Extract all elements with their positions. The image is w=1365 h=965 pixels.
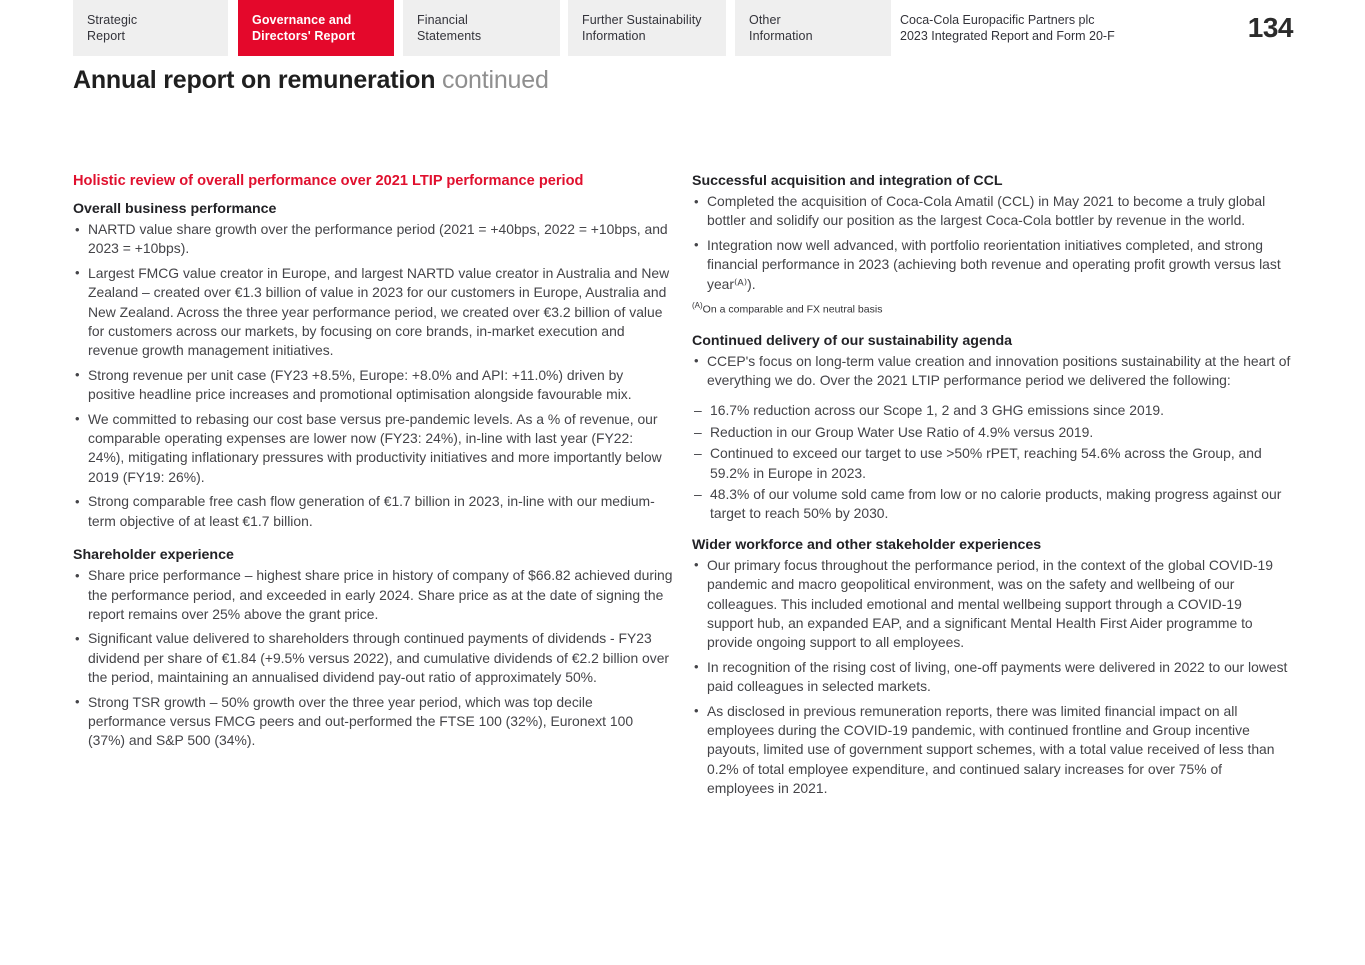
tab-label-line1: Governance and xyxy=(252,13,352,27)
bullet-list xyxy=(692,192,1292,294)
document-identifier xyxy=(900,0,1115,56)
spacer xyxy=(692,526,1292,536)
report-name: 2023 Integrated Report and Form 20-F xyxy=(900,29,1115,43)
list-item: • Strong comparable free cash flow generation of €1.7 billion in 2023, in-line with our medium-term objective of at least €1.7 billion. xyxy=(73,492,673,531)
tab-label-line1: Other xyxy=(749,13,781,27)
section-heading: Continued delivery of our sustainability agenda xyxy=(692,332,1013,349)
section-tab-bar xyxy=(0,0,1365,56)
tab-label-line2: Information xyxy=(749,29,813,43)
left-column xyxy=(73,172,673,756)
tab-financial-statements[interactable] xyxy=(403,0,560,56)
list-item: • Strong revenue per unit case (FY23 +8.5%, Europe: +8.0% and API: +11.0%) driven by positive headline price increases and promotional optimisation alongside favourable mix. xyxy=(73,366,673,405)
right-column xyxy=(692,172,1292,804)
section-heading: Overall business performance xyxy=(73,201,277,217)
bullet-list xyxy=(73,566,673,751)
sub-list-wrapper xyxy=(692,401,1292,523)
bullet-list xyxy=(692,556,1292,799)
list-item: • In recognition of the rising cost of living, one-off payments were delivered in 2022 to our lowest paid colleagues in selected markets. xyxy=(692,658,1292,697)
dash-list xyxy=(692,401,1292,523)
list-item: • Significant value delivered to shareholders through continued payments of dividends - FY23 dividend per share of €1.84 (+9.5% versus 2022), and cumulative dividends of €2.2 billion over the period, maintaining an annualised dividend pay-out ratio of approximately 50%. xyxy=(73,629,673,687)
list-item: • As disclosed in previous remuneration reports, there was limited financial impact on all employees during the COVID-19 pandemic, with continued frontline and Group incentive payouts, limited use of government support schemes, with a total value received of less than 0.2% of total employee expenditure, and continued salary increases for over 75% of employees in 2021. xyxy=(692,702,1292,799)
page-title-continued: continued xyxy=(442,66,549,94)
list-item: – 48.3% of our volume sold came from low or no calorie products, making progress against our target to reach 50% by 2030. xyxy=(692,485,1292,524)
page-title xyxy=(73,64,549,96)
tab-label-line1: Strategic xyxy=(87,13,138,27)
footnote-marker: (A) xyxy=(692,301,703,311)
list-item: • Share price performance – highest share price in history of company of $66.82 achieved during the performance period, and exceeded in early 2024. Share price as at the date of signing the report remains over 25% above the grant price. xyxy=(73,566,673,624)
list-item: • Largest FMCG value creator in Europe, and largest NARTD value creator in Australia and New Zealand – created over €1.3 billion of value in 2023 for our customers in Europe, Australia and New Zealand. Across the three year performance period, we created over €3.2 billion of value for customers across our markets, by focusing on core brands, in-market execution and revenue growth management initiatives. xyxy=(73,264,673,361)
list-item: – 16.7% reduction across our Scope 1, 2 and 3 GHG emissions since 2019. xyxy=(692,401,1292,420)
list-item: – Reduction in our Group Water Use Ratio of 4.9% versus 2019. xyxy=(692,423,1292,442)
tab-label-line1: Further Sustainability xyxy=(582,13,702,27)
sustainability-agenda-section xyxy=(692,332,1292,524)
list-item: • Our primary focus throughout the performance period, in the context of the global COVID-19 pandemic and macro geopolitical environment, was on the safety and wellbeing of our colleagues. This included emotional and mental wellbeing support through a COVID-19 support hub, an expanded EAP, and a significant Mental Health First Aider programme to provide ongoing support to all employees. xyxy=(692,556,1292,653)
shareholder-experience-section xyxy=(73,546,673,751)
list-item: • CCEP's focus on long-term value creation and innovation positions sustainability at the heart of everything we do. Over the 2021 LTIP performance period we delivered the following: xyxy=(692,352,1292,391)
overall-business-performance-section xyxy=(73,200,673,531)
tab-label-line2: Directors' Report xyxy=(252,29,356,43)
ccl-acquisition-section xyxy=(692,172,1292,317)
list-item: – Continued to exceed our target to use >50% rPET, reaching 54.6% across the Group, and 59.2% in Europe in 2023. xyxy=(692,444,1292,483)
footnote-text: On a comparable and FX neutral basis xyxy=(702,303,883,316)
tab-label-line2: Statements xyxy=(417,29,482,43)
list-item: • We committed to rebasing our cost base versus pre-pandemic levels. As a % of revenue, our comparable operating expenses are lower now (FY23: 24%), in-line with last year (FY22: 24%), mitigating inflationary pressures with productivity initiatives and more importantly below 2019 (FY19: 26%). xyxy=(73,410,673,488)
spacer xyxy=(73,536,673,546)
bullet-list xyxy=(73,220,673,531)
company-name: Coca-Cola Europacific Partners plc xyxy=(900,13,1095,27)
tab-label-line1: Financial xyxy=(417,13,468,27)
tab-strategic-report[interactable] xyxy=(73,0,228,56)
section-heading: Wider workforce and other stakeholder experiences xyxy=(692,536,1042,553)
tab-label-line2: Information xyxy=(582,29,646,43)
list-item: • Completed the acquisition of Coca-Cola Amatil (CCL) in May 2021 to become a truly global bottler and solidify our position as the largest Coca-Cola bottler by revenue in the world. xyxy=(692,192,1292,231)
tab-label-line2: Report xyxy=(87,29,126,43)
tab-further-sustainability-information[interactable] xyxy=(568,0,726,56)
page-title-main: Annual report on remuneration xyxy=(73,66,436,94)
list-item: • Integration now well advanced, with portfolio reorientation initiatives completed, and strong financial performance in 2023 (achieving both revenue and operating profit growth versus last year⁽ᴬ⁾). xyxy=(692,236,1292,294)
section-heading: Successful acquisition and integration of CCL xyxy=(692,173,1003,189)
holistic-review-heading: Holistic review of overall performance over 2021 LTIP performance period xyxy=(73,173,584,189)
page-number: 134 xyxy=(1247,12,1293,43)
spacer xyxy=(692,317,1292,332)
footnote xyxy=(692,299,1292,317)
tab-other-information[interactable] xyxy=(735,0,891,56)
wider-workforce-section xyxy=(692,536,1292,799)
list-item: • NARTD value share growth over the performance period (2021 = +40bps, 2022 = +10bps, and 2023 = +10bps). xyxy=(73,220,673,259)
list-item: • Strong TSR growth – 50% growth over the three year period, which was top decile performance versus FMCG peers and out-performed the FTSE 100 (32%), Euronext 100 (37%) and S&P 500 (34%). xyxy=(73,693,673,751)
bullet-list xyxy=(692,352,1292,391)
tab-governance-and-directors-report[interactable] xyxy=(238,0,394,56)
section-heading: Shareholder experience xyxy=(73,547,234,564)
